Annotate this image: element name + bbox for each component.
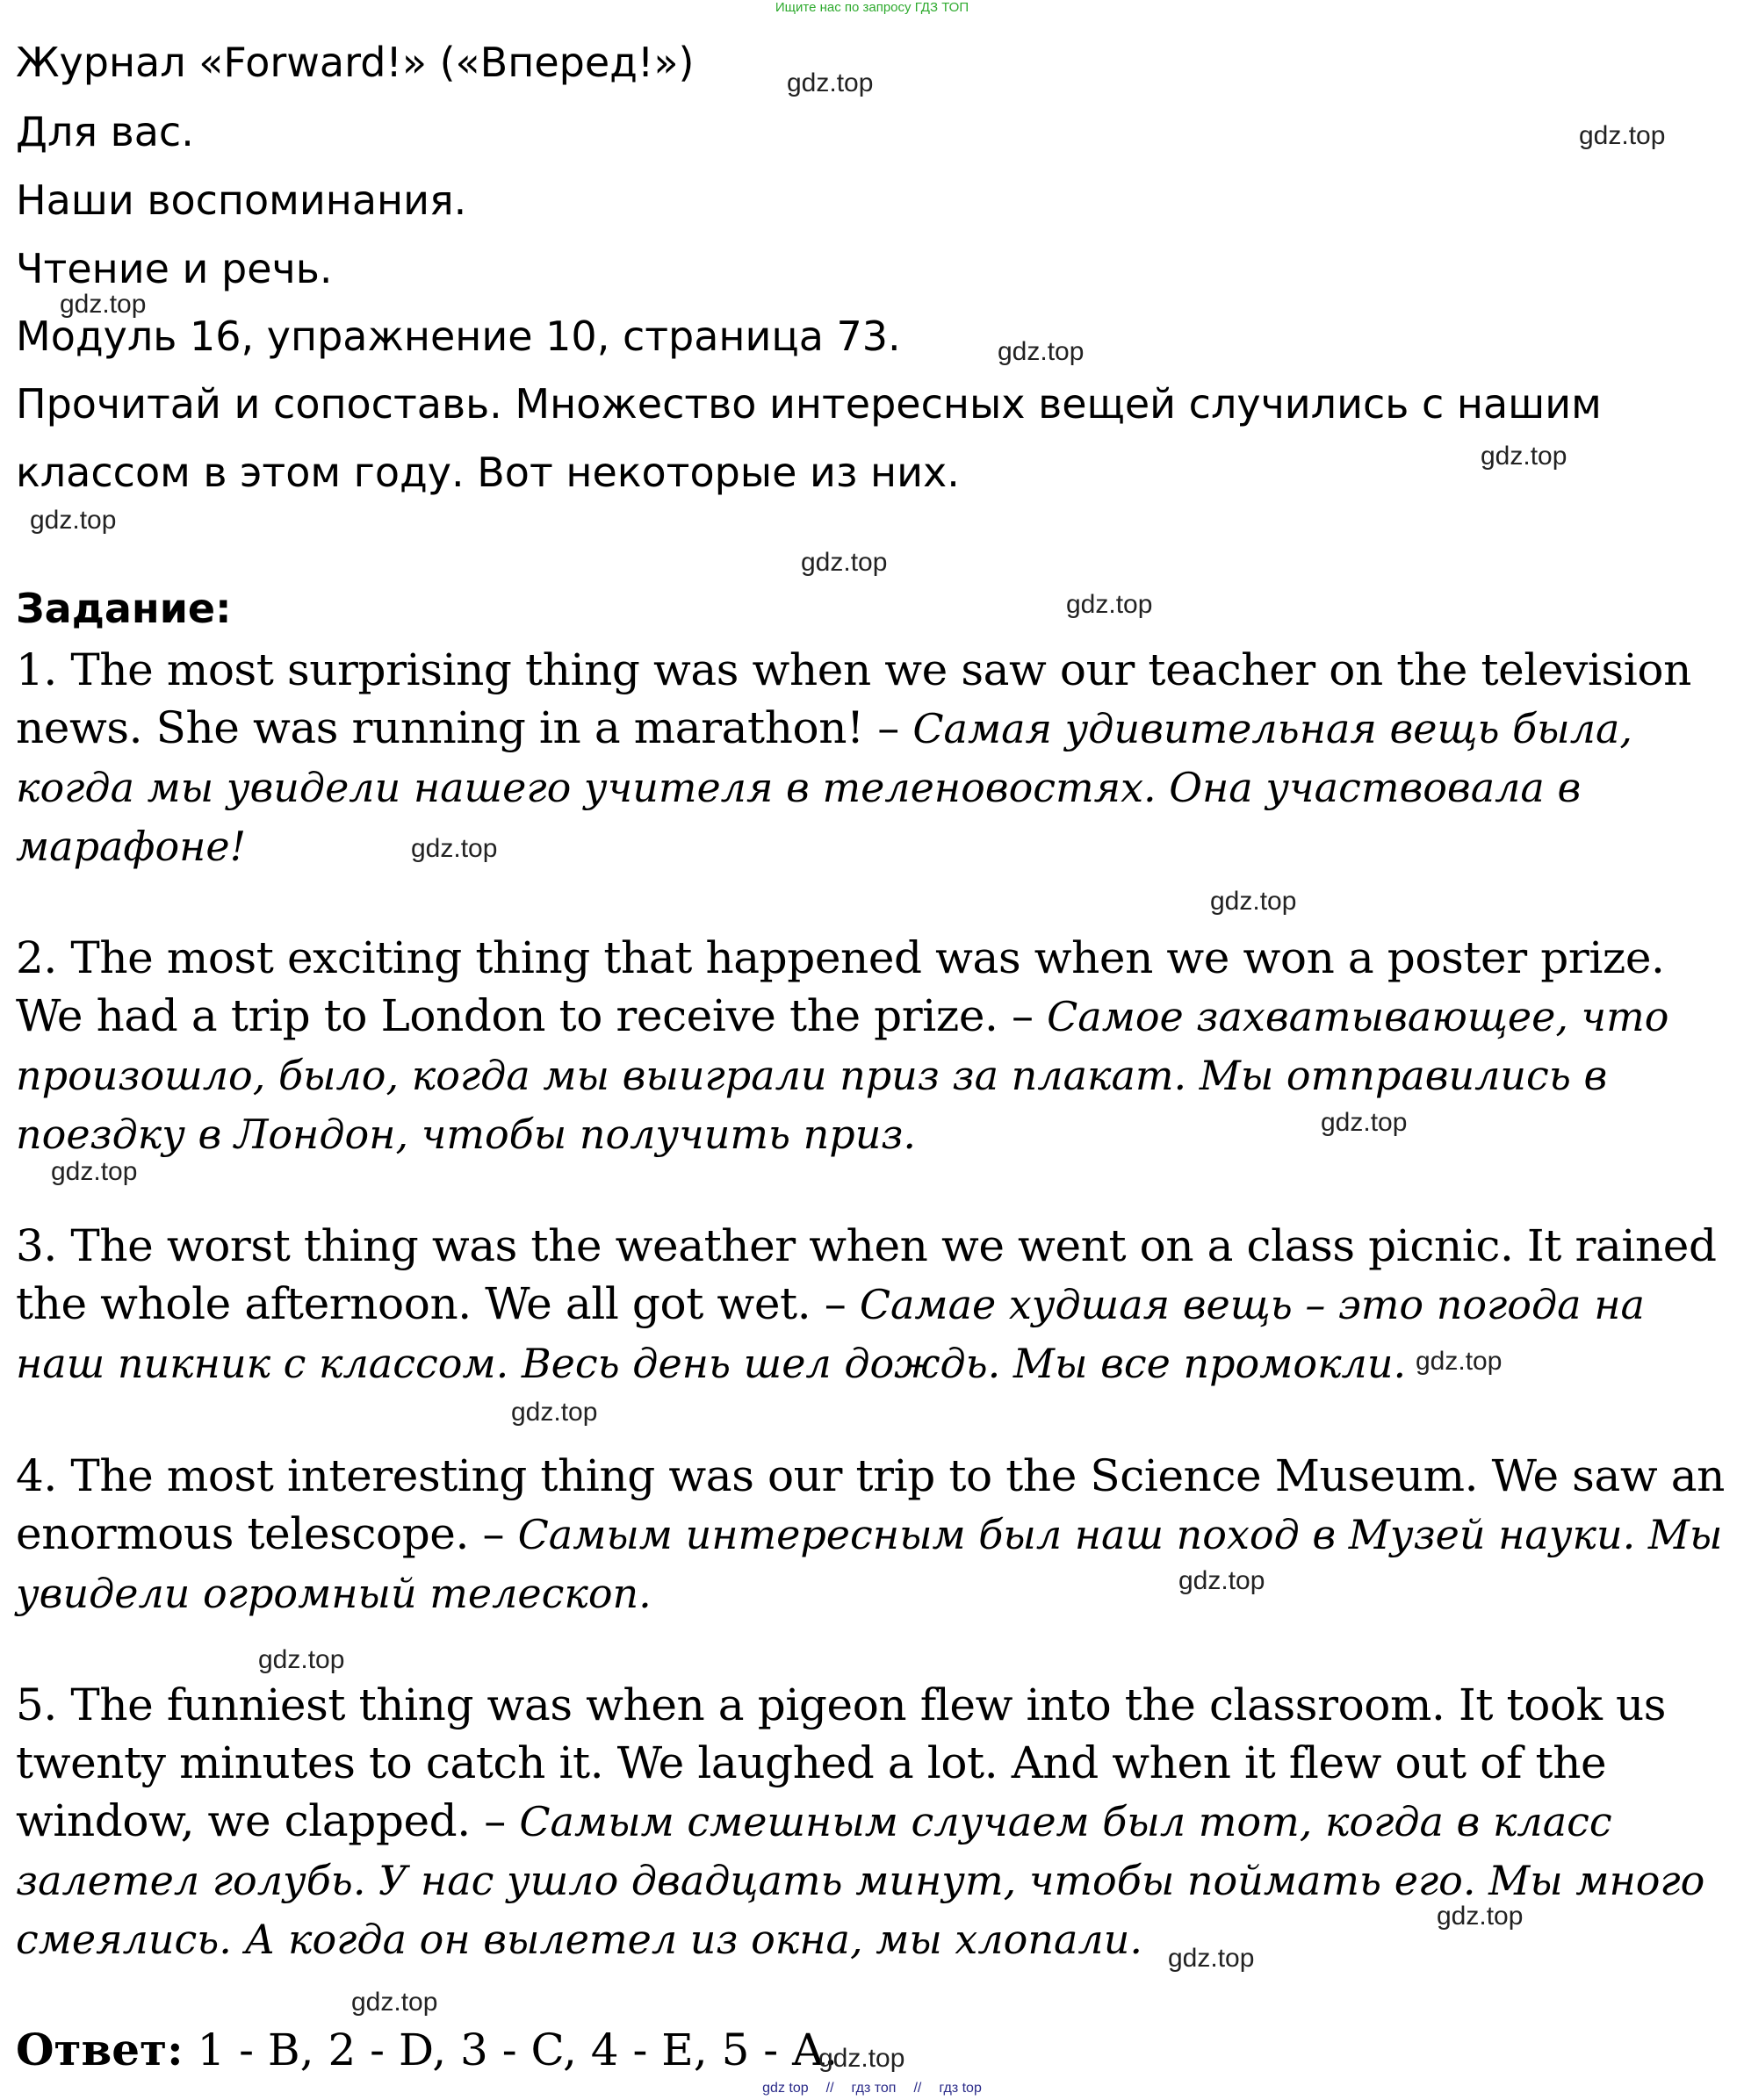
watermark: gdz.top: [51, 1157, 138, 1186]
watermark: gdz.top: [511, 1398, 598, 1427]
section-reading: Чтение и речь.: [16, 245, 333, 292]
instruction-line-1: Прочитай и сопоставь. Множество интересных вещей случились с нашим: [16, 380, 1602, 428]
task-item-5-ru: Самым смешным случаем был тот, когда в класс залетел голубь. У нас ушло двадцать минут, чтобы поймать его. Мы много смеялись. А когда он вылетел из окна, мы хлопали.: [16, 1798, 1705, 1963]
task-item-4: [16, 1447, 1730, 1622]
task-item-3-en: 3. The worst thing was the weather when we went on a class picnic. It rained the whole afternoon. We all got wet. –: [16, 1220, 1717, 1329]
footer-links: [0, 2081, 1744, 2096]
instruction-line-2: классом в этом году. Вот некоторые из них.: [16, 449, 960, 496]
section-memories: Наши воспоминания.: [16, 176, 467, 224]
watermark: gdz.top: [1481, 442, 1567, 471]
footer-separator: //: [913, 2081, 922, 2096]
watermark: gdz.top: [1178, 1566, 1265, 1595]
task-item-4-ru: Самым интересным был наш поход в Музей науки. Мы увидели огромный телескоп.: [16, 1511, 1723, 1617]
task-item-3-ru: Самае худшая вещь – это погода на наш пикник с классом. Весь день шел дождь. Мы все промокли.: [16, 1281, 1645, 1387]
watermark: gdz.top: [1066, 590, 1153, 619]
watermark: gdz.top: [818, 2044, 905, 2073]
watermark: gdz.top: [351, 1988, 438, 2017]
watermark: gdz.top: [30, 506, 117, 535]
watermark: gdz.top: [1416, 1347, 1503, 1376]
task-item-2-en: 2. The most exciting thing that happened was when we won a poster prize. We had a trip to London to receive the prize. –: [16, 932, 1665, 1041]
section-for-you: Для вас.: [16, 108, 194, 155]
task-item-1: [16, 641, 1730, 875]
task-item-2: [16, 929, 1730, 1163]
answer-value: 1 - B, 2 - D, 3 - C, 4 - E, 5 - A.: [197, 2024, 839, 2075]
top-banner: Ищите нас по запросу ГДЗ ТОП: [775, 0, 969, 15]
watermark: gdz.top: [801, 548, 888, 577]
watermark: gdz.top: [258, 1645, 345, 1674]
task-heading: Задание:: [16, 585, 232, 632]
module-info: Модуль 16, упражнение 10, страница 73.: [16, 313, 901, 360]
footer-separator: //: [825, 2081, 834, 2096]
journal-title: Журнал «Forward!» («Вперед!»): [16, 39, 695, 86]
watermark: gdz.top: [1579, 121, 1666, 150]
watermark: gdz.top: [60, 290, 147, 319]
watermark: gdz.top: [787, 68, 874, 97]
footer-link[interactable]: gdz top: [762, 2081, 809, 2096]
watermark: gdz.top: [1210, 887, 1297, 916]
task-item-2-ru: Самое захватывающее, что произошло, было, когда мы выиграли приз за плакат. Мы отправились в поездку в Лондон, чтобы получить приз.: [16, 993, 1669, 1158]
answer-label: Ответ:: [16, 2024, 184, 2075]
watermark: gdz.top: [998, 337, 1085, 366]
task-item-1-ru: Самая удивительная вещь была, когда мы увидели нашего учителя в теленовостях. Она участвовала в марафоне!: [16, 705, 1633, 870]
watermark: gdz.top: [1437, 1902, 1524, 1931]
watermark: gdz.top: [1168, 1944, 1255, 1973]
watermark: gdz.top: [411, 834, 498, 863]
answer-line: [16, 2024, 839, 2075]
task-item-1-en: 1. The most surprising thing was when we saw our teacher on the television news. She was running in a marathon! –: [16, 644, 1691, 753]
watermark: gdz.top: [1321, 1108, 1408, 1137]
task-item-4-en: 4. The most interesting thing was our trip to the Science Museum. We saw an enormous telescope. –: [16, 1450, 1725, 1559]
footer-link[interactable]: гдз топ: [851, 2081, 897, 2096]
footer-link[interactable]: гдз top: [939, 2081, 982, 2096]
task-item-5-en: 5. The funniest thing was when a pigeon flew into the classroom. It took us twenty minutes to catch it. We laughed a lot. And when it flew out of the window, we clapped. –: [16, 1679, 1667, 1846]
